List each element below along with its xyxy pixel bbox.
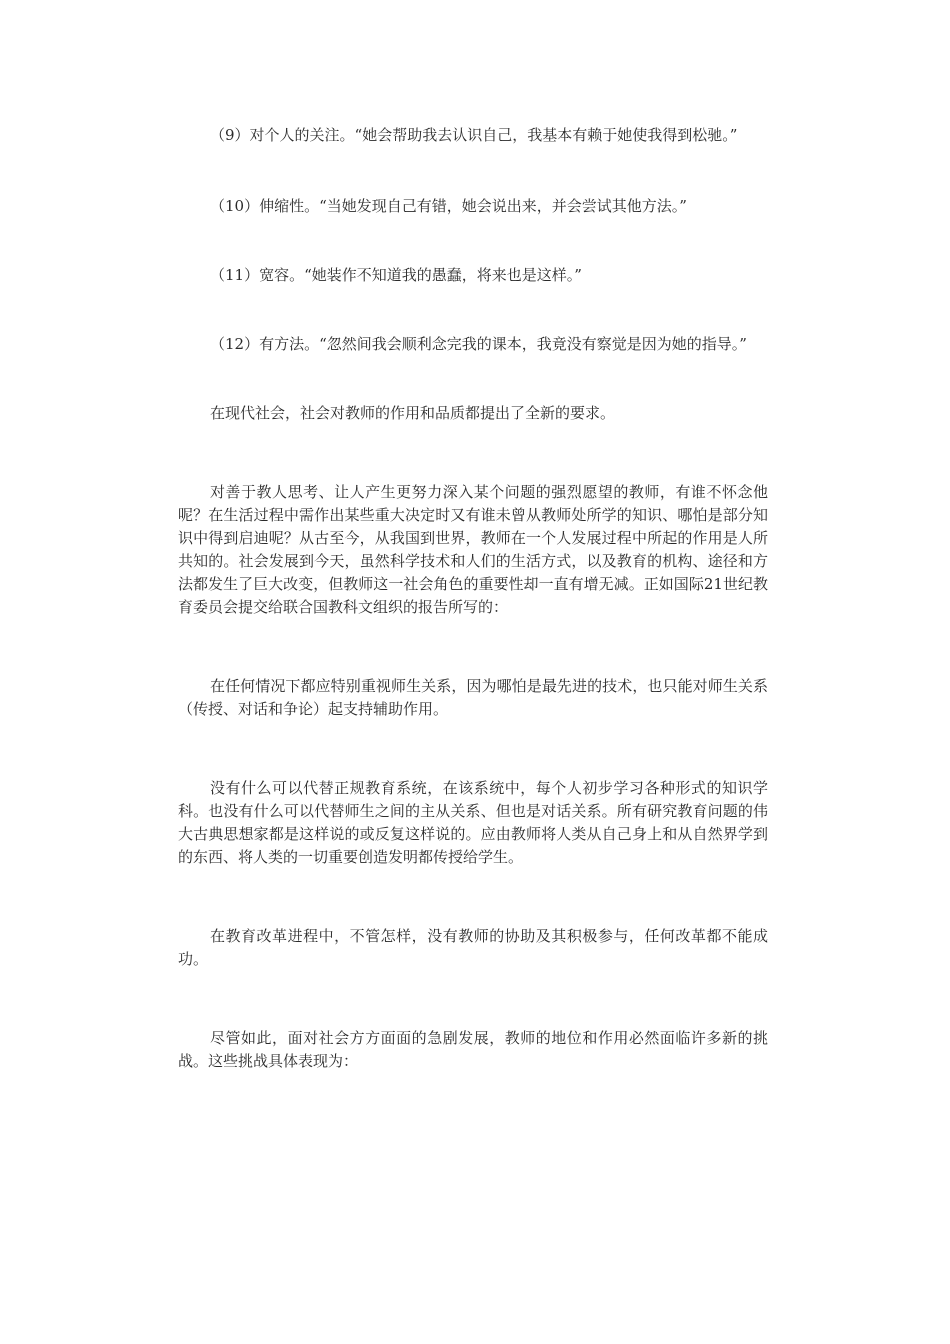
paragraph-challenges: 尽管如此，面对社会方方面面的急剧发展，教师的地位和作用必然面临许多新的挑战。这些挑战具体表现为： — [178, 1029, 768, 1070]
paragraph-education-reform: 在教育改革进程中，不管怎样，没有教师的协助及其积极参与，任何改革都不能成功。 — [178, 927, 768, 968]
paragraph-item-11: （11）宽容。“她装作不知道我的愚蠢，将来也是这样。” — [210, 266, 582, 284]
paragraph-teacher-role: 对善于教人思考、让人产生更努力深入某个问题的强烈愿望的教师，有谁不怀念他呢？在生活过程中需作出某些重大决定时又有谁未曾从教师处所学的知识、哪怕是部分知识中得到启迪呢？从古至今，从我国到世界，教师在一个人发展过程中所起的作用是人所共知的。社会发展到今天，虽然科学技术和人们的生活方式，以及教育的机构、途径和方法都发生了巨大改变，但教师这一社会角色的重要性却一直有增无减。正如国际21世纪教育委员会提交给联合国教科文组织的报告所写的： — [178, 483, 768, 616]
paragraph-modern-society: 在现代社会，社会对教师的作用和品质都提出了全新的要求。 — [210, 404, 616, 422]
paragraph-item-9: （9）对个人的关注。“她会帮助我去认识自己，我基本有赖于她使我得到松驰。” — [210, 126, 738, 144]
paragraph-item-12: （12）有方法。“忽然间我会顺利念完我的课本，我竟没有察觉是因为她的指导。” — [210, 335, 747, 353]
document-body — [178, 124, 768, 1073]
paragraph-formal-education: 没有什么可以代替正规教育系统，在该系统中，每个人初步学习各种形式的知识学科。也没有什么可以代替师生之间的主从关系、但也是对话关系。所有研究教育问题的伟大古典思想家都是这样说的或反复这样说的。应由教师将人类从自己身上和从自然界学到的东西、将人类的一切重要创造发明都传授给学生。 — [178, 779, 768, 866]
paragraph-teacher-student-relation: 在任何情况下都应特别重视师生关系，因为哪怕是最先进的技术，也只能对师生关系（传授、对话和争论）起支持辅助作用。 — [178, 677, 768, 718]
paragraph-item-10: （10）伸缩性。“当她发现自己有错，她会说出来，并会尝试其他方法。” — [210, 197, 687, 215]
